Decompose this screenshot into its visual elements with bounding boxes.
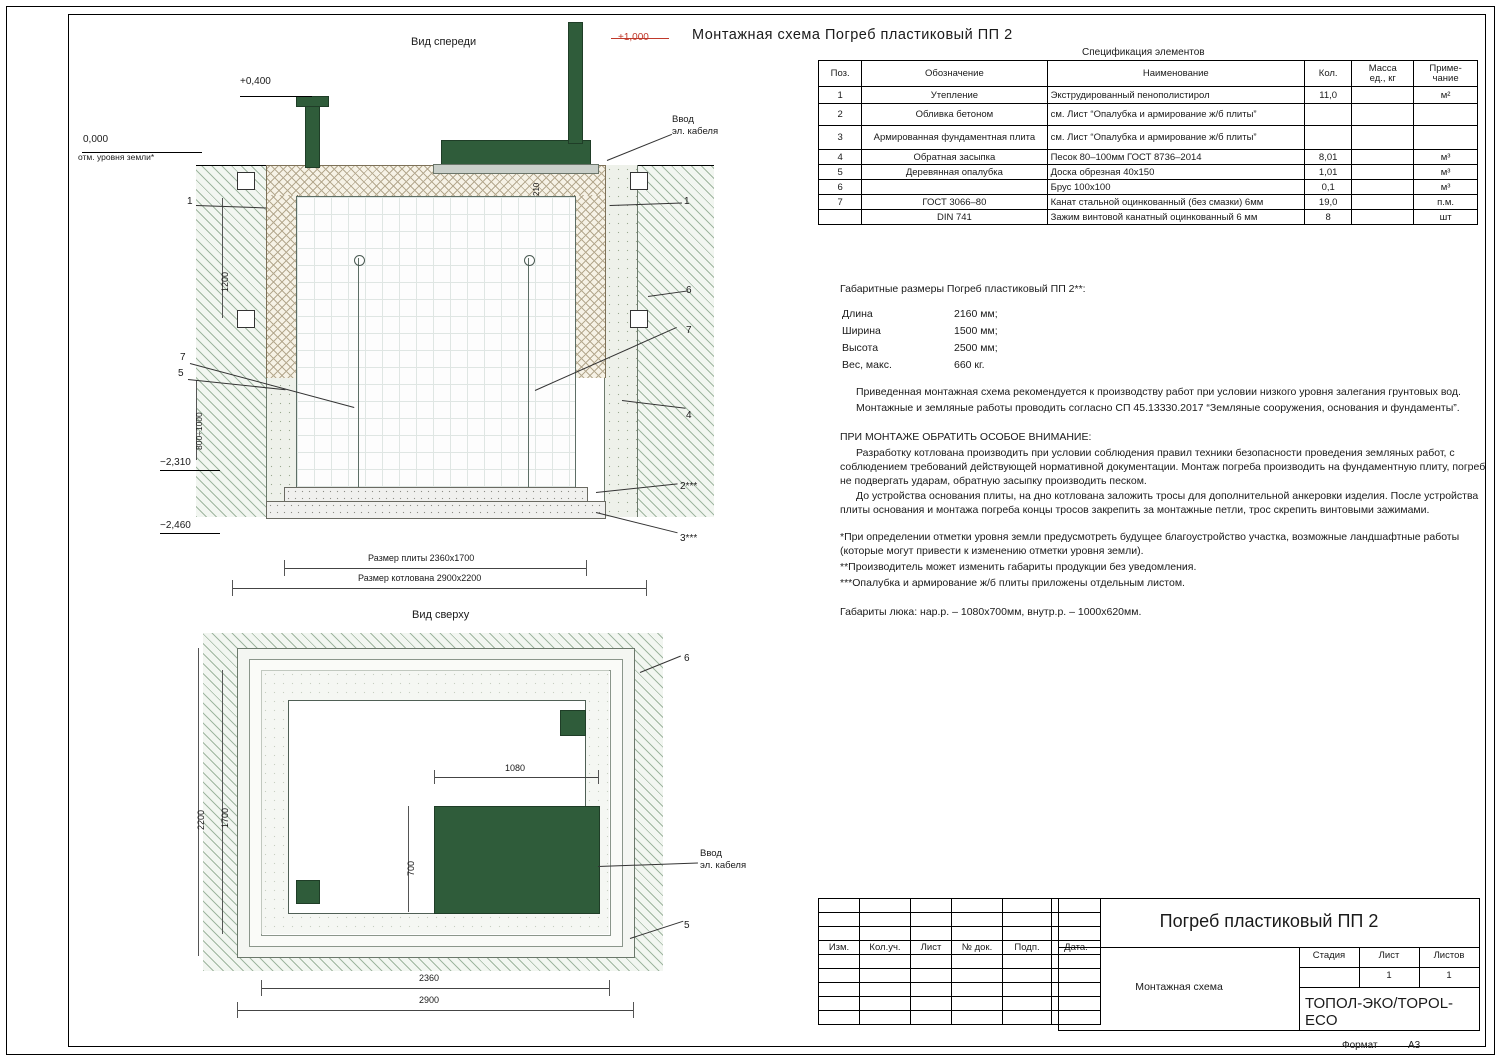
level-line-minus2460 — [160, 533, 220, 534]
spec-cell-pos: 7 — [819, 195, 862, 210]
spec-cell-pos: 6 — [819, 180, 862, 195]
level-minus2460: −2,460 — [160, 520, 191, 531]
level-minus2310: −2,310 — [160, 457, 191, 468]
callout-5: 5 — [178, 368, 184, 379]
attention-title: ПРИ МОНТАЖЕ ОБРАТИТЬ ОСОБОЕ ВНИМАНИЕ: — [840, 430, 1092, 443]
spec-cell-designation: DIN 741 — [862, 210, 1047, 225]
spec-cell-note — [1414, 126, 1478, 150]
spec-cell-name: см. Лист “Опалубка и армирование ж/б плиты” — [1047, 104, 1304, 126]
sheet-value: 1 — [1386, 970, 1392, 981]
note-paragraph-7: ***Опалубка и армирование ж/б плиты приложены отдельным листом. — [840, 577, 1185, 590]
spec-cell-note: п.м. — [1414, 195, 1478, 210]
dim-2200: 2200 — [196, 809, 206, 830]
dim-key: Вес, макс. — [842, 358, 892, 371]
cable-inlet-cap — [296, 96, 329, 107]
spec-cell-name: Песок 80–100мм ГОСТ 8736–2014 — [1047, 150, 1304, 165]
spec-header-pos: Поз. — [819, 61, 862, 87]
note-paragraph-2: Монтажные и земляные работы проводить согласно СП 45.13330.2017 “Земляные сооружения, основания и фундаменты”. — [856, 401, 1460, 414]
title-block — [818, 898, 1465, 1029]
callout-1-right: 1 — [684, 196, 690, 207]
cable-inlet-label-line1: Ввод — [672, 114, 694, 125]
spec-cell-qty: 8,01 — [1305, 150, 1352, 165]
cable-pipe-top — [296, 880, 320, 904]
top-cable-inlet-line1: Ввод — [700, 848, 722, 859]
spec-cell-designation — [862, 180, 1047, 195]
table-row — [819, 150, 1478, 165]
pit-size: Размер котлована 2900x2200 — [358, 573, 482, 583]
note-paragraph-4: До устройства основания плиты, на дно котлована заложить тросы для дополнительной анкеровки изделия. После устройства плиты основания и монтажа погреба концы тросов закрепить за монтажные петли, трос скрепить винтовыми зажимами. — [840, 490, 1479, 517]
callout-7-left: 7 — [180, 352, 186, 363]
note-paragraph-5: *При определении отметки уровня земли предусмотреть будущее благоустройство участка, возможные ландшафтные работы (которые могут привести к изменению отметки уровня земли). — [840, 531, 1460, 558]
specification-table — [818, 60, 1478, 225]
spec-cell-note — [1414, 104, 1478, 126]
sheets-label: Листов — [1433, 950, 1465, 961]
insulation-right — [574, 195, 606, 378]
col-podp: Подп. — [1003, 941, 1052, 955]
spec-cell-name: Зажим винтовой канатный оцинкованный 6 мм — [1047, 210, 1304, 225]
spec-header-mass-l1: Масса — [1368, 62, 1397, 74]
cable-rope-left — [358, 258, 359, 494]
spec-header-name: Наименование — [1047, 61, 1304, 87]
table-row — [819, 165, 1478, 180]
dim-key: Длина — [842, 307, 873, 320]
spec-cell-pos: 3 — [819, 126, 862, 150]
spec-header-designation: Обозначение — [862, 61, 1047, 87]
spec-caption: Спецификация элементов — [1082, 47, 1205, 58]
level-line-plus0400 — [240, 96, 312, 97]
dim-value: 2160 мм; — [954, 307, 998, 320]
spec-cell-note: шт — [1414, 210, 1478, 225]
dim-210: 210 — [532, 182, 541, 196]
dim-line-1700 — [222, 670, 223, 934]
note-paragraph-1: Приведенная монтажная схема рекомендуется к производству работ при условии низкого уровня залегания грунтовых вод. — [856, 385, 1461, 398]
notes-block — [840, 283, 1490, 629]
dim-line-pit — [232, 588, 646, 589]
spec-cell-designation: Обратная засыпка — [862, 150, 1047, 165]
overall-caption: Габаритные размеры Погреб пластиковый ПП 2**: — [840, 283, 1086, 295]
timber-block-3 — [630, 172, 648, 190]
col-koluch: Кол.уч. — [860, 941, 911, 955]
callout-7-right: 7 — [686, 325, 692, 336]
timber-block-2 — [237, 310, 255, 328]
spec-header-note — [1414, 61, 1478, 87]
spec-cell-pos: 1 — [819, 87, 862, 104]
plate-size: Размер плиты 2360x1700 — [368, 553, 475, 563]
table-row — [819, 195, 1478, 210]
dim-line-700 — [408, 806, 409, 912]
product-title: Погреб пластиковый ПП 2 — [1159, 911, 1379, 931]
dim-2360: 2360 — [419, 973, 440, 983]
dim-800-1000: 800÷1000 — [194, 412, 204, 450]
scheme-label: Монтажная схема — [1135, 981, 1223, 993]
spec-cell-name: см. Лист “Опалубка и армирование ж/б плиты” — [1047, 126, 1304, 150]
spec-cell-name: Доска обрезная 40x150 — [1047, 165, 1304, 180]
sheet-label: Лист — [1378, 950, 1400, 961]
table-row — [819, 104, 1478, 126]
front-view-title: Вид спереди — [411, 36, 477, 48]
dim-1700: 1700 — [220, 807, 230, 828]
dim-700: 700 — [406, 860, 416, 876]
spec-header-mass-l2: ед., кг — [1369, 72, 1396, 84]
table-row — [819, 180, 1478, 195]
level-ground-note: отм. уровня земли* — [78, 152, 155, 162]
level-0000: 0,000 — [83, 134, 109, 145]
col-ndok: № док. — [952, 941, 1003, 955]
spec-cell-pos: 2 — [819, 104, 862, 126]
top-callout-5: 5 — [684, 920, 690, 931]
spec-cell-mass — [1352, 126, 1414, 150]
spec-cell-mass — [1352, 87, 1414, 104]
spec-cell-qty: 11,0 — [1305, 87, 1352, 104]
spec-cell-mass — [1352, 210, 1414, 225]
dim-1080: 1080 — [505, 763, 526, 773]
spec-cell-qty — [1305, 104, 1352, 126]
spec-cell-qty: 0,1 — [1305, 180, 1352, 195]
spec-cell-qty: 19,0 — [1305, 195, 1352, 210]
spec-cell-mass — [1352, 180, 1414, 195]
note-paragraph-8: Габариты люка: нар.р. – 1080x700мм, внутр.р. – 1000x620мм. — [840, 606, 1142, 619]
top-cable-inlet-line2: эл. кабеля — [700, 860, 747, 871]
spec-header-note-l2: чание — [1432, 72, 1459, 84]
anchor-loop-left — [354, 255, 365, 266]
spec-cell-note: м³ — [1414, 165, 1478, 180]
cable-inlet-label-line2: эл. кабеля — [672, 126, 719, 137]
prepared-base — [266, 501, 606, 519]
dim-line-2360 — [261, 988, 609, 989]
level-line-minus2310 — [160, 470, 220, 471]
spec-cell-mass — [1352, 195, 1414, 210]
spec-cell-mass — [1352, 104, 1414, 126]
spec-header-mass — [1352, 61, 1414, 87]
col-data: Дата. — [1052, 941, 1101, 955]
list-item — [842, 325, 998, 340]
callout-6: 6 — [686, 285, 692, 296]
spec-header-note-l1: Приме- — [1429, 62, 1462, 74]
hatch-top — [434, 806, 600, 914]
callout-1-left: 1 — [187, 196, 193, 207]
list-item — [842, 359, 998, 374]
spec-cell-note: м³ — [1414, 180, 1478, 195]
dim-line-1080 — [434, 777, 598, 778]
dim-line-plate — [284, 568, 586, 569]
list-item — [842, 342, 998, 357]
spec-cell-designation: ГОСТ 3066–80 — [862, 195, 1047, 210]
spec-cell-mass — [1352, 150, 1414, 165]
note-paragraph-3: Разработку котлована производить при условии соблюдения правил техники безопасности проведения земляных работ, с соблюдением требований действующей нормативной документации. Монтаж погреба производить на фундаментную плиту, погреб не подвергать ударам, обратную засыпку производить песком. — [840, 446, 1486, 487]
top-view-title: Вид сверху — [412, 609, 470, 621]
dim-key: Ширина — [842, 324, 881, 337]
dim-1200: 1200 — [220, 271, 230, 292]
dim-key: Высота — [842, 341, 879, 354]
col-izm: Изм. — [819, 941, 860, 955]
spec-cell-designation: Армированная фундаментная плита — [862, 126, 1047, 150]
format-value: А3 — [1408, 1040, 1421, 1051]
spec-cell-pos — [819, 210, 862, 225]
spec-cell-qty: 8 — [1305, 210, 1352, 225]
spec-header-qty: Кол. — [1305, 61, 1352, 87]
vent-pipe-top — [560, 710, 586, 736]
title-block-right — [1058, 898, 1480, 1031]
page-title: Монтажная схема Погреб пластиковый ПП 2 — [692, 27, 1013, 43]
company-name: ТОПОЛ-ЭКО/TOPOL-ECO — [1305, 995, 1454, 1029]
overall-dimensions — [840, 306, 1000, 376]
top-callout-6: 6 — [684, 653, 690, 664]
spec-cell-designation: Утепление — [862, 87, 1047, 104]
spec-cell-name: Экструдированный пенополистирол — [1047, 87, 1304, 104]
insulation-left — [266, 195, 298, 378]
timber-block-1 — [237, 172, 255, 190]
table-row — [819, 210, 1478, 225]
dim-value: 1500 мм; — [954, 324, 998, 337]
spec-cell-designation: Деревянная опалубка — [862, 165, 1047, 180]
soil-hatch-right — [636, 165, 714, 517]
spec-cell-designation: Обливка бетоном — [862, 104, 1047, 126]
table-row — [819, 87, 1478, 104]
list-item — [842, 308, 998, 323]
soil-hatch-left — [196, 165, 266, 517]
backfill-right — [604, 165, 638, 517]
hatch-lid — [441, 140, 591, 167]
dim-value: 2500 мм; — [954, 341, 998, 354]
spec-cell-mass — [1352, 165, 1414, 180]
col-list: Лист — [911, 941, 952, 955]
note-paragraph-6: **Производитель может изменить габариты продукции без уведомления. — [840, 561, 1197, 574]
cable-rope-right — [528, 258, 529, 494]
spec-cell-note: м³ — [1414, 150, 1478, 165]
dim-line-2900 — [237, 1010, 633, 1011]
spec-cell-qty: 1,01 — [1305, 165, 1352, 180]
cellar-body — [296, 196, 576, 498]
dim-line-2200 — [198, 648, 199, 956]
ventilation-pipe — [568, 22, 583, 144]
level-plus0400: +0,400 — [240, 76, 271, 87]
stage-label: Стадия — [1312, 950, 1346, 961]
spec-cell-note: м² — [1414, 87, 1478, 104]
spec-cell-qty — [1305, 126, 1352, 150]
spec-cell-name: Канат стальной оцинкованный (без смазки) 6мм — [1047, 195, 1304, 210]
dim-value: 660 кг. — [954, 358, 985, 371]
callout-4: 4 — [686, 410, 692, 421]
format-label: Формат — [1342, 1040, 1378, 1051]
table-row — [819, 126, 1478, 150]
anchor-loop-right — [524, 255, 535, 266]
callout-3: 3*** — [680, 533, 698, 544]
sheets-value: 1 — [1446, 970, 1452, 981]
spec-cell-pos: 5 — [819, 165, 862, 180]
hatch-collar — [433, 164, 599, 174]
timber-block-4 — [630, 310, 648, 328]
level-plus1000: +1,000 — [618, 32, 649, 43]
callout-2: 2*** — [680, 481, 698, 492]
spec-cell-name: Брус 100x100 — [1047, 180, 1304, 195]
dim-2900: 2900 — [419, 995, 440, 1005]
dim-line-1200 — [222, 198, 223, 318]
spec-cell-pos: 4 — [819, 150, 862, 165]
